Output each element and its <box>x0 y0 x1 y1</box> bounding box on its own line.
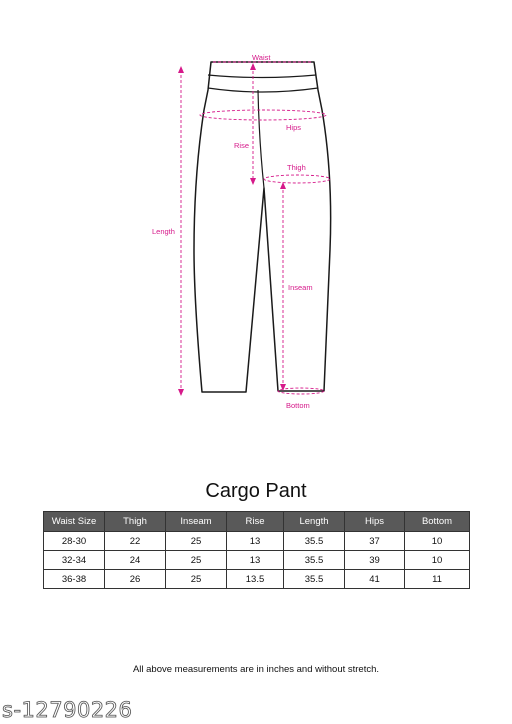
table-cell: 28-30 <box>44 532 105 551</box>
table-cell: 39 <box>345 551 405 570</box>
label-hips: Hips <box>286 123 302 132</box>
table-row <box>44 551 470 570</box>
label-bottom: Bottom <box>286 401 310 410</box>
table-cell: 11 <box>405 570 470 589</box>
table-cell: 25 <box>166 570 227 589</box>
header-hips: Hips <box>345 512 405 532</box>
header-waist-size: Waist Size <box>44 512 105 532</box>
header-rise: Rise <box>227 512 284 532</box>
table-cell: 13 <box>227 551 284 570</box>
watermark-id: s-12790226 <box>2 698 133 722</box>
measurement-note: All above measurements are in inches and without stretch. <box>132 664 380 675</box>
table-cell: 35.5 <box>284 532 345 551</box>
table-cell: 25 <box>166 551 227 570</box>
header-bottom: Bottom <box>405 512 470 532</box>
table-cell: 13 <box>227 532 284 551</box>
table-cell: 13.5 <box>227 570 284 589</box>
table-row <box>44 532 470 551</box>
table-header-row <box>44 512 470 532</box>
header-length: Length <box>284 512 345 532</box>
table-cell: 35.5 <box>284 551 345 570</box>
table-cell: 25 <box>166 532 227 551</box>
label-length: Length <box>152 227 175 236</box>
label-thigh: Thigh <box>287 163 306 172</box>
table-cell: 24 <box>105 551 166 570</box>
table-cell: 22 <box>105 532 166 551</box>
table-cell: 35.5 <box>284 570 345 589</box>
label-inseam: Inseam <box>288 283 313 292</box>
size-chart-table <box>43 511 470 589</box>
table-cell: 36-38 <box>44 570 105 589</box>
table-cell: 26 <box>105 570 166 589</box>
product-title: Cargo Pant <box>205 480 307 502</box>
label-rise: Rise <box>234 141 250 150</box>
table-cell: 37 <box>345 532 405 551</box>
table-row <box>44 570 470 589</box>
header-inseam: Inseam <box>166 512 227 532</box>
label-waist: Waist <box>252 53 271 62</box>
table-cell: 10 <box>405 551 470 570</box>
table-cell: 32-34 <box>44 551 105 570</box>
table-cell: 41 <box>345 570 405 589</box>
header-thigh: Thigh <box>105 512 166 532</box>
table-cell: 10 <box>405 532 470 551</box>
